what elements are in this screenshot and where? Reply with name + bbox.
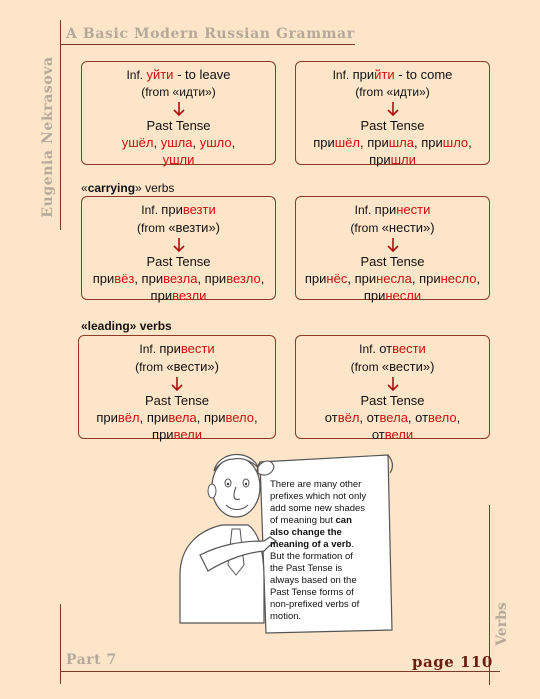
past-forms-line-2: отвели (371, 427, 414, 442)
infinitive-line: Inf. прийти - to come (332, 67, 453, 82)
infinitive-line: Inf. привести (139, 341, 215, 356)
frame-bottom-line (60, 671, 500, 672)
arrow-down-icon (296, 237, 489, 253)
past-forms-line-1: ушёл, ушла, ушло, (121, 135, 236, 150)
arrow-down-icon (82, 101, 275, 117)
book-title: A Basic Modern Russian Grammar (66, 26, 355, 42)
frame-top-line (60, 44, 355, 45)
chapter-label: Verbs (494, 602, 510, 646)
part-label: Part 7 (66, 652, 117, 668)
card-prinesti (295, 196, 490, 303)
past-forms-line-1: принёс, принесла, принесло, (304, 271, 481, 286)
leading-verbs-label: «leading» verbs (81, 319, 172, 333)
past-forms-line-2: пришли (369, 152, 416, 167)
page-number: page 110 (412, 653, 493, 671)
card-uyti (81, 61, 276, 165)
past-forms-line-1: пришёл, пришла, пришло, (313, 135, 472, 150)
source-verb: (from «вести») (135, 359, 219, 374)
source-verb: (from «нести») (350, 220, 435, 235)
past-forms-line-2: привели (152, 427, 202, 442)
arrow-down-icon (296, 376, 489, 392)
infinitive-line: Inf. привезти (141, 202, 216, 217)
prefix-note: There are many other prefixes which not only add some new shades of meaning but can also change the meaning of a verb. But the formation of the Past Tense is always based on the Past Tense forms of non-prefixed verbs of motion. (270, 479, 367, 622)
arrow-down-icon (79, 376, 275, 392)
past-tense-label: Past Tense (146, 118, 211, 133)
infinitive-line: Inf. отвести (359, 341, 426, 356)
arrow-down-icon (296, 101, 489, 117)
past-forms-line-2: привезли (150, 288, 207, 303)
past-forms-line-1: привёл, привела, привело, (96, 410, 258, 425)
frame-bottom-left-line (60, 604, 61, 684)
past-forms-line-1: отвёл, отвела, отвело, (324, 410, 461, 425)
source-verb: (from «везти») (136, 220, 220, 235)
past-tense-label: Past Tense (360, 393, 425, 408)
past-forms-line-1: привёз, привезла, привезло, (92, 271, 265, 286)
arrow-down-icon (82, 237, 275, 253)
card-otvesti (295, 335, 490, 442)
past-tense-label: Past Tense (360, 254, 425, 269)
past-tense-label: Past Tense (146, 254, 211, 269)
card-priyti (295, 61, 490, 165)
past-forms-line-2: ушли (162, 152, 195, 167)
infinitive-line: Inf. принести (354, 202, 431, 217)
source-verb: (from «идти») (355, 85, 430, 99)
card-privesti (78, 335, 276, 442)
source-verb: (from «идти») (141, 85, 216, 99)
carrying-verbs-label: «carrying» verbs (81, 181, 175, 195)
past-forms-line-2: принесли (363, 288, 422, 303)
card-privezti (81, 196, 276, 303)
past-tense-label: Past Tense (144, 393, 210, 408)
infinitive-line: Inf. уйти - to leave (126, 67, 231, 82)
past-tense-label: Past Tense (360, 118, 425, 133)
source-verb: (from «вести») (350, 359, 435, 374)
author-name: Eugenia Nekrasova (40, 56, 56, 218)
frame-left-line (60, 20, 61, 230)
